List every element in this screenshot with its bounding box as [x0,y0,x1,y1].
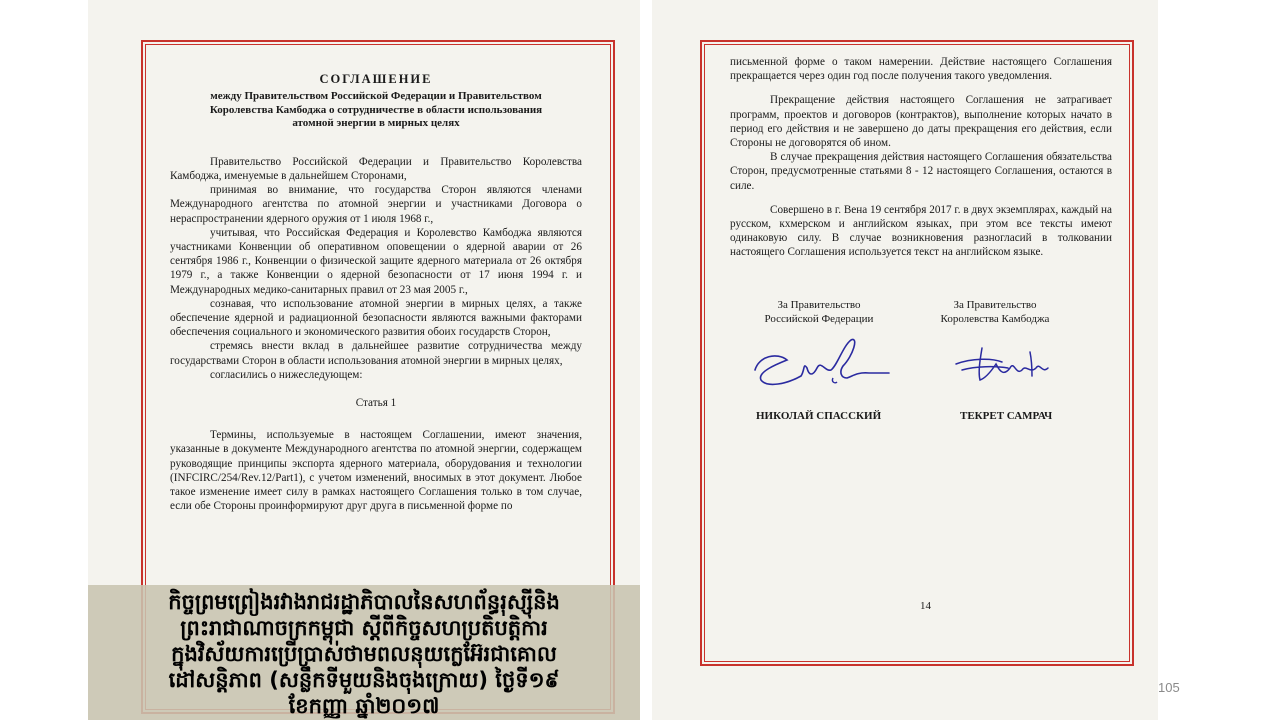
cambodia-signature-image [952,340,1102,390]
caption-line: កិច្ចព្រមព្រៀងរវាងរាជរដ្ឋាភិបាលនៃសហព័ន្ធរុស្ស៊ីនិង [168,590,560,614]
article-heading: Статья 1 [355,396,397,409]
signatory-label-line: Российской Федерации [764,313,874,325]
preamble-paragraph: сознавая, что использование атомной энергии в мирных целях, а также обеспечение ядерной и радиационной безопасности являются важными факторами обеспечения социального и экономического развития обоих государств Сторон, [170,297,582,339]
preamble-paragraph: принимая во внимание, что государства Сторон являются членами Международного агентства по атомной энергии и участниками Договора о нераспространении ядерного оружия от 1 июля 1968 г., [170,184,582,225]
first-page-text [170,72,582,513]
article-paragraph: Термины, используемые в настоящем Соглашении, имеют значения, указанные в документе Международного агентства по атомной энергии, содержащем руководящие принципы экспорта ядерного материала, оборудования и технологии (INFCIRC/254/Rev.12/Part1), с учетом изменений, вносимых в этот документ. Любое такое изменение имеет силу в рамках настоящего Соглашения только в том случае, если обе Стороны проинформируют друг друга в письменной форме по [170,429,582,513]
caption-line: ព្រះរាជាណាចក្រកម្ពុជា ស្តីពីកិច្ចសហប្រតិបត្តិការ [180,616,548,640]
signatory-russia-label [744,298,894,326]
preamble-paragraph: Правительство Российской Федерации и Правительство Королевства Камбоджа, именуемые в дальнейшем Сторонами, [170,155,582,182]
agreement-last-page-scan [652,0,1158,720]
signatory-russia-name: НИКОЛАЙ СПАССКИЙ [756,410,882,422]
closing-paragraph: Совершено в г. Вена 19 сентября 2017 г. в двух экземплярах, каждый на русском, кхмерском и английском языках, при этом все тексты имеют одинаковую силу. В случае возникновения разногласий в толковании настоящего Соглашения используется текст на английском языке. [730,203,1112,259]
signatory-cambodia-label [920,298,1070,326]
caption-line: ដៅសន្តិភាព (សន្លឹកទីមួយនិងចុងក្រោយ) ថ្ងៃទី១៩ [168,668,560,692]
signatory-cambodia-name: ТЕКРЕТ САМРАЧ [960,410,1053,422]
preamble-paragraph: учитывая, что Российская Федерация и Королевство Камбоджа являются участниками Конвенции об оперативном оповещении о ядерной аварии от 26 сентября 1986 г., Конвенции о физической защите ядерного материала от 26 октября 1979 г., а также Конвенции о ядерной безопасности от 17 июня 1994 г. и Международных медико-санитарных правил от 23 мая 2005 г., [170,226,582,296]
russia-signature-image [747,332,897,402]
signatory-label-line: За Правительство [953,299,1037,311]
closing-paragraph: В случае прекращения действия настоящего Соглашения обязательства Сторон, предусмотренные статьями 8 - 12 настоящего Соглашения, остаются в силе. [730,151,1112,192]
slide-number: 105 [1158,680,1180,695]
caption-line: ខែកញ្ញា ឆ្នាំ២០១៧ [288,694,440,718]
preamble-paragraph: согласились о нижеследующем: [210,368,363,381]
closing-paragraph: Прекращение действия настоящего Соглашения не затрагивает программ, проектов и договоров (контрактов), выполнение которых начато в период его действия и не завершено до даты прекращения его действия, если Стороны не договорятся об ином. [730,94,1112,150]
last-page-text [730,55,1112,260]
khmer-caption-banner [88,585,640,720]
document-subtitle: между Правительством Российской Федерации и Правительством Королевства Камбоджа о сотрудничестве в области использования атомной энергии в мирных целях [209,90,543,130]
document-title: СОГЛАШЕНИЕ [319,72,433,86]
signatory-label-line: За Правительство [777,299,861,311]
preamble-paragraph: стремясь внести вклад в дальнейшее развитие сотрудничества между государствами Сторон в области использования атомной энергии в мирных целях, [170,340,582,367]
caption-line: ក្នុងវិស័យការប្រើប្រាស់ថាមពលនុយក្លេអ៊ែរជាគោល [171,642,557,666]
signatory-label-line: Королевства Камбоджа [940,313,1050,325]
page-number: 14 [920,600,931,612]
closing-paragraph: письменной форме о таком намерении. Действие настоящего Соглашения прекращается через один год после получения такого уведомления. [730,56,1112,83]
